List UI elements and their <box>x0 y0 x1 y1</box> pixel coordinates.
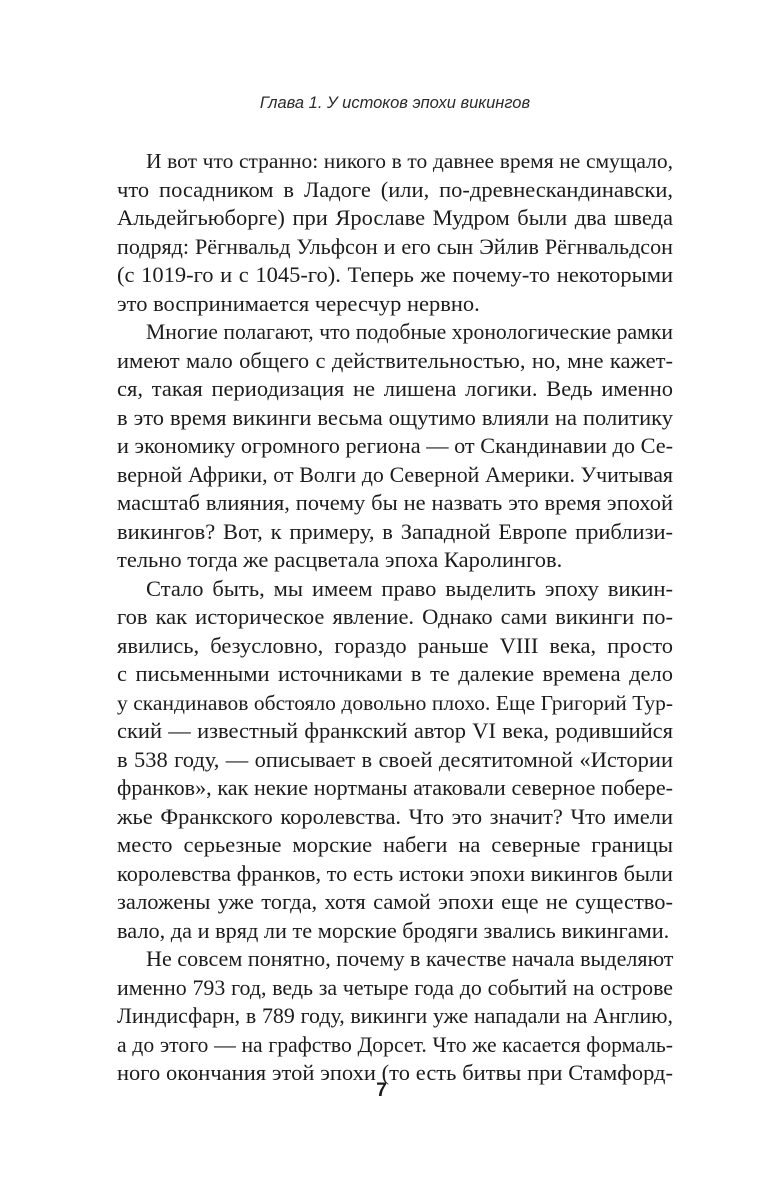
text-line: Стало быть, мы имеем право выделить эпоху викин- <box>146 575 673 601</box>
text-line: масштаб влияния, почему бы не назвать это время эпохой <box>117 490 673 515</box>
text-line: с письменными источниками в те далекие времена дело <box>117 661 673 686</box>
text-line: заложены уже тогда, хотя самой эпохи еще не существо- <box>117 889 673 914</box>
text-line: у скандинавов обстояло довольно плохо. Еще Григорий Тур- <box>117 690 673 715</box>
paragraph <box>117 945 673 1088</box>
text-line: именно 793 год, ведь за четыре года до событий на острове <box>117 974 673 1000</box>
paragraph <box>117 575 673 946</box>
text-line: в это время викинги весьма ощутимо влияли на политику <box>117 404 673 430</box>
text-line: явились, безусловно, гораздо раньше VIII века, просто <box>117 632 673 658</box>
text-line: И вот что странно: никого в то давнее время не смущало, <box>146 149 673 173</box>
text-line: викингов? Вот, к примеру, в Западной Европе приблизи- <box>117 518 673 544</box>
text-line: и экономику огромного региона — от Скандинавии до Се- <box>117 433 674 458</box>
text-line: франков», как некие нортманы атаковали северное побере- <box>117 775 673 800</box>
text-line: имеют мало общего с действительностью, но, мне кажет- <box>117 347 673 373</box>
text-line: это воспринимается чересчур нервно. <box>117 290 480 316</box>
text-line: ного окончания этой эпохи (то есть битвы при Стамфорд- <box>117 1060 673 1085</box>
text-line: в 538 году, — описывает в своей десятитомной «Истории <box>117 746 673 772</box>
paragraph <box>117 147 673 318</box>
text-line: вало, да и вряд ли те морские бродяги звались викингами. <box>117 917 670 943</box>
text-line: подряд: Рёгнвальд Ульфсон и его сын Эйлив Рёгнвальдсон <box>117 233 673 259</box>
page-number: 7 <box>376 1080 387 1101</box>
text-line: королевства франков, то есть истоки эпохи викингов были <box>117 860 673 886</box>
text-line: ся, такая периодизация не лишена логики. Ведь именно <box>117 376 673 401</box>
text-line: ский — известный франкский автор VI века, родившийся <box>117 718 673 743</box>
text-line: место серьезные морские набеги на северные границы <box>117 832 673 857</box>
text-line: Альдейгьюборге) при Ярославе Мудром были два шведа <box>117 205 673 230</box>
text-line: (с 1019-го и с 1045-го). Теперь же почему-то некоторыми <box>117 262 673 287</box>
body-text <box>117 147 673 1088</box>
text-line: тельно тогда же расцветала эпоха Каролингов. <box>117 547 563 572</box>
text-line: что посадником в Ладоге (или, по-древнескандинавски, <box>117 176 673 202</box>
text-line: жье Франкского королевства. Что это значит? Что имели <box>117 803 673 829</box>
text-line: Многие полагают, что подобные хронологические рамки <box>146 320 673 344</box>
text-line: гов как историческое явление. Однако сами викинги по- <box>117 604 673 629</box>
text-line: Не совсем понятно, почему в качестве начала выделяют <box>146 946 674 971</box>
paragraph <box>117 318 673 575</box>
text-line: Линдисфарн, в 789 году, викинги уже нападали на Англию, <box>117 1003 673 1028</box>
text-line: а до этого — на графство Дорсет. Что же касается формаль- <box>117 1032 673 1057</box>
running-head: Глава 1. У истоков эпохи викингов <box>259 94 531 112</box>
text-line: верной Африки, от Волги до Северной Америки. Учитывая <box>117 461 673 487</box>
